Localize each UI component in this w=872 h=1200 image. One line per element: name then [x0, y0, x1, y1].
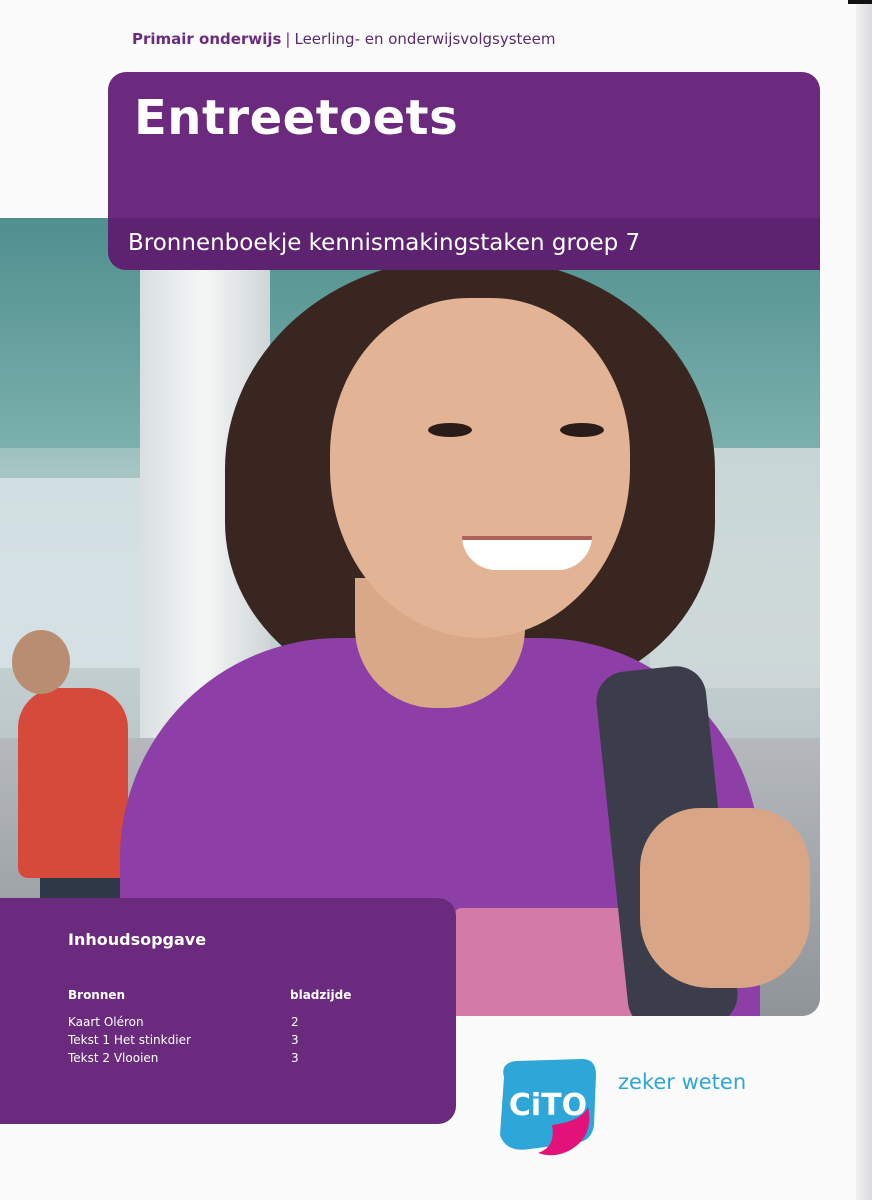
- toc-row-page: 3: [291, 1033, 299, 1047]
- header-line: [132, 30, 555, 48]
- svg-text:CiTO: CiTO: [508, 1088, 588, 1123]
- girl-hand: [640, 808, 810, 988]
- background-child-head: [12, 630, 70, 694]
- toc-row: [68, 1051, 368, 1069]
- table-of-contents: [0, 898, 456, 1124]
- girl-smile: [462, 536, 592, 570]
- toc-row-page: 2: [291, 1015, 299, 1029]
- background-child-jacket: [18, 688, 128, 878]
- toc-row: [68, 1015, 368, 1033]
- girl-eye-right: [560, 423, 604, 437]
- toc-row: [68, 1033, 368, 1051]
- toc-row-name: Tekst 1 Het stinkdier: [68, 1033, 191, 1047]
- toc-title: Inhoudsopgave: [68, 930, 207, 949]
- scan-corner-mark: [848, 0, 872, 4]
- toc-row-page: 3: [291, 1051, 299, 1065]
- toc-row-name: Tekst 2 Vlooien: [68, 1051, 159, 1065]
- page-subtitle: Bronnenboekje kennismakingstaken groep 7: [128, 230, 641, 256]
- sector-label: Primair onderwijs: [132, 30, 282, 48]
- toc-column-page: bladzijde: [290, 988, 352, 1002]
- cito-logo-icon: [490, 1055, 602, 1159]
- cito-logo-graphic: [490, 1055, 602, 1159]
- toc-column-sources: Bronnen: [68, 988, 126, 1002]
- cover-photo: [0, 218, 820, 1016]
- toc-row-name: Kaart Oléron: [68, 1015, 144, 1029]
- slogan: zeker weten: [618, 1070, 747, 1094]
- system-label: Leerling- en onderwijsvolgsysteem: [294, 30, 556, 48]
- page-edge: [856, 0, 872, 1200]
- girl-face: [330, 298, 630, 638]
- title-banner: [108, 72, 820, 270]
- header-separator: |: [285, 30, 291, 48]
- girl-eye-left: [428, 423, 472, 437]
- page-title: Entreetoets: [134, 90, 459, 146]
